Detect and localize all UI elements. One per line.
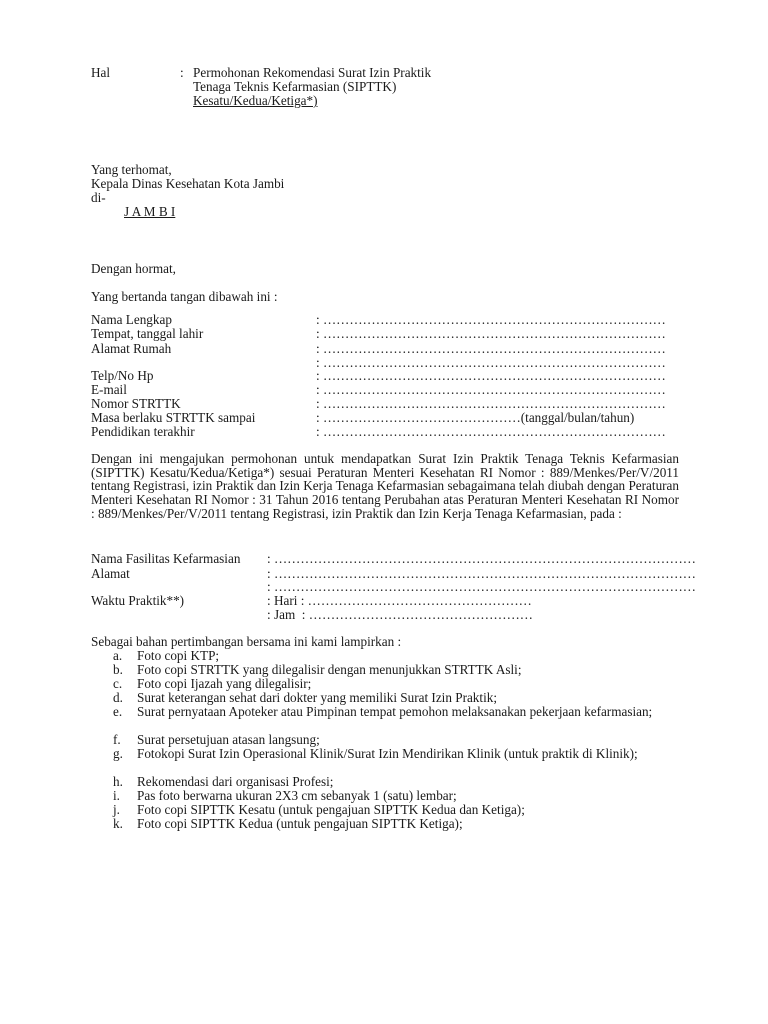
- field-label: Telp/No Hp: [91, 368, 154, 383]
- subject-line-3: Kesatu/Kedua/Ketiga*): [193, 93, 318, 108]
- list-letter: f.: [113, 732, 121, 747]
- list-letter: e.: [113, 704, 123, 719]
- recipient-city: J A M B I: [124, 204, 176, 219]
- field-value: : ……………………………………………………………………: [316, 396, 666, 411]
- list-letter: j.: [113, 802, 120, 817]
- attachments-intro: Sebagai bahan pertimbangan bersama ini kami lampirkan :: [91, 634, 402, 649]
- list-text: Surat persetujuan atasan langsung;: [137, 732, 320, 747]
- list-text: Pas foto berwarna ukuran 2X3 cm sebanyak 1 (satu) lembar;: [137, 788, 457, 803]
- list-text: Surat keterangan sehat dari dokter yang memiliki Surat Izin Praktik;: [137, 690, 497, 705]
- field-label: Masa berlaku STRTTK sampai: [91, 410, 256, 425]
- list-text: Foto copi SIPTTK Kesatu (untuk pengajuan SIPTTK Kedua dan Ketiga);: [137, 802, 525, 817]
- list-text: Rekomendasi dari organisasi Profesi;: [137, 774, 334, 789]
- recipient-di: di-: [91, 190, 106, 205]
- field-value: : ……………………………………………………………………: [316, 326, 666, 341]
- field-value: : ……………………………………………………………………: [316, 341, 666, 356]
- field-label: Tempat, tanggal lahir: [91, 326, 204, 341]
- body-paragraph: Dengan ini mengajukan permohonan untuk mendapatkan Surat Izin Praktik Tenaga Teknis Kefarmasian (SIPTTK) Kesatu/Kedua/Ketiga*) sesuai Peraturan Menteri Kesehatan RI Nomor : 889/Menkes/Per/V/2011 tentang Registrasi, izin Praktik dan Izin Kerja Tenaga Kefarmasian sebagaimana telah diubah dengan Peraturan Menteri Kesehatan RI Nomor : 31 Tahun 2016 tentang Perubahan atas Peraturan Menteri Kesehatan RI Nomor : 889/Menkes/Per/V/2011 tentang Registrasi, izin Praktik dan Izin Kerja Tenaga Kefarmasian, pada :: [91, 451, 679, 521]
- list-text: Foto copi SIPTTK Kedua (untuk pengajuan SIPTTK Ketiga);: [137, 816, 463, 831]
- field-label: Nomor STRTTK: [91, 396, 181, 411]
- field-value: : ……………………………………………………………………: [316, 368, 666, 383]
- field-value: : ……………………………………………………………………………………: [267, 566, 696, 581]
- list-letter: d.: [113, 690, 123, 705]
- field-value: : ……………………………………………………………………: [316, 355, 666, 370]
- list-letter: b.: [113, 662, 123, 677]
- field-label: Nama Lengkap: [91, 312, 172, 327]
- list-letter: h.: [113, 774, 123, 789]
- field-value: : ……………………………………………………………………………………: [267, 551, 696, 566]
- field-label: Alamat Rumah: [91, 341, 172, 356]
- recipient-name: Kepala Dinas Kesehatan Kota Jambi: [91, 176, 285, 191]
- field-label: Nama Fasilitas Kefarmasian: [91, 551, 241, 566]
- field-label: E-mail: [91, 382, 127, 397]
- field-value: : ……………………………………………………………………………………: [267, 579, 696, 594]
- subject-colon: :: [180, 65, 184, 80]
- list-text: Foto copi KTP;: [137, 648, 220, 663]
- field-label: Waktu Praktik**): [91, 593, 185, 608]
- list-text: Surat pernyataan Apoteker atau Pimpinan tempat pemohon melaksanakan pekerjaan kefarmasian;: [137, 704, 653, 719]
- subject-line-1: Permohonan Rekomendasi Surat Izin Praktik: [193, 65, 432, 80]
- list-letter: k.: [113, 816, 123, 831]
- field-label: Alamat: [91, 566, 130, 581]
- list-text: Foto copi STRTTK yang dilegalisir dengan menunjukkan STRTTK Asli;: [137, 662, 522, 677]
- field-label: Pendidikan terakhir: [91, 424, 195, 439]
- list-letter: i.: [113, 788, 120, 803]
- list-text: Foto copi Ijazah yang dilegalisir;: [137, 676, 312, 691]
- salutation: Dengan hormat,: [91, 261, 176, 276]
- recipient-greeting: Yang terhomat,: [91, 162, 172, 177]
- field-value: : Jam : ……………………………………………: [267, 607, 533, 622]
- subject-line-2: Tenaga Teknis Kefarmasian (SIPTTK): [193, 79, 397, 94]
- list-letter: g.: [113, 746, 123, 761]
- list-text: Fotokopi Surat Izin Operasional Klinik/Surat Izin Mendirikan Klinik (untuk praktik di Klinik);: [137, 746, 638, 761]
- field-value: : ………………………………………(tanggal/bulan/tahun): [316, 410, 635, 425]
- field-value: : ……………………………………………………………………: [316, 382, 666, 397]
- list-letter: a.: [113, 648, 123, 663]
- subject-label: Hal: [91, 65, 111, 80]
- field-value: : ……………………………………………………………………: [316, 312, 666, 327]
- field-value: : Hari : ……………………………………………: [267, 593, 532, 608]
- intro-text: Yang bertanda tangan dibawah ini :: [91, 289, 278, 304]
- field-value: : ……………………………………………………………………: [316, 424, 666, 439]
- list-letter: c.: [113, 676, 123, 691]
